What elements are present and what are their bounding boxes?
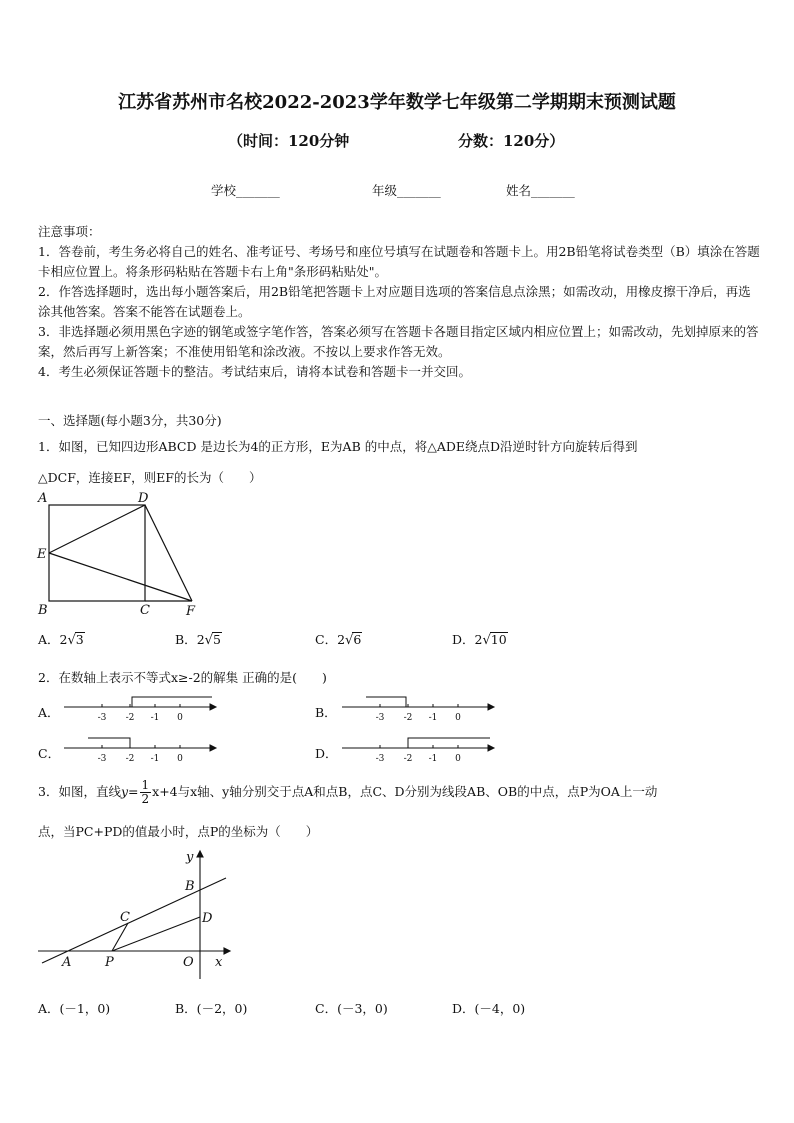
square-abcd	[49, 505, 145, 601]
q3-option-d[interactable]: D．(－4，0)	[452, 1001, 526, 1016]
svg-text:0: 0	[455, 754, 461, 764]
svg-text:-3: -3	[97, 754, 107, 764]
label-p: P	[105, 955, 114, 970]
q3-coordinate-figure	[34, 845, 244, 985]
label-f: F	[186, 604, 196, 619]
q1-text-line1: 1．如图，已知四边形ABCD 是边长为4的正方形，E为AB 的中点，将△ADE绕点D沿逆时针方向旋转后得到	[38, 439, 638, 454]
section-heading: 一、选择题(每小题3分，共30分)	[38, 413, 222, 428]
q3-text-line1: 3．如图，直线y= $\frac{1}{2}$ x+4与x轴、y轴分别交于点A和点B，点C、D分别为线段AB、OB的中点，点P为OA上一动	[38, 778, 658, 806]
label-o: O	[183, 955, 194, 970]
q2-number-line-a	[60, 692, 220, 726]
q2-number-line-d	[338, 733, 498, 767]
svg-text:-3: -3	[375, 713, 385, 723]
svg-text:-1: -1	[150, 754, 160, 764]
svg-text:0: 0	[177, 713, 183, 723]
label-b: B	[185, 879, 195, 894]
notice-heading: 注意事项：	[38, 224, 101, 239]
svg-text:-1: -1	[150, 713, 160, 723]
svg-text:-1: -1	[428, 754, 438, 764]
segment-df	[145, 505, 192, 601]
svg-text:-1: -1	[428, 713, 438, 723]
label-b: B	[38, 603, 48, 618]
radical-icon: √	[67, 633, 76, 648]
q1-option-d[interactable]: D．2√10	[452, 632, 507, 648]
segment-ef	[49, 553, 192, 601]
notice-item: 2．作答选择题时，选出每小题答案后，用2B铅笔把答题卡上对应题目选项的答案信息点涂黑；如需改动，用橡皮擦干净后，再选涂其他答案。答案不能答在试题卷上。	[38, 284, 751, 319]
label-y: y	[186, 850, 194, 865]
school-field: 学校_______	[211, 183, 280, 198]
name-field: 姓名_______	[506, 183, 575, 198]
q2-option-b-label[interactable]: B．	[315, 705, 337, 720]
label-c: C	[140, 603, 150, 618]
fraction-one-half: $\frac{1}{2}$	[141, 778, 150, 806]
q3-option-c[interactable]: C．(－3，0)	[315, 1001, 388, 1016]
label-d: D	[138, 491, 149, 506]
svg-text:-2: -2	[403, 754, 413, 764]
q3-option-a[interactable]: A．(－1，0)	[38, 1001, 111, 1016]
q1-option-a[interactable]: A．2√3	[38, 632, 84, 648]
notice-item: 3．非选择题必须用黑色字迹的钢笔或签字笔作答，答案必须写在答题卡各题目指定区域内相应位置上；如需改动，先划掉原来的答案，然后再写上新答案；不准使用铅笔和涂改液。不按以上要求作答无效。	[38, 324, 759, 359]
segment-ed	[49, 505, 145, 553]
svg-text:-2: -2	[125, 754, 135, 764]
radical-icon: √	[482, 633, 491, 648]
radical-icon: √	[345, 633, 354, 648]
exam-time: （时间：120分钟	[228, 132, 350, 150]
line-ab	[42, 878, 226, 963]
q2-option-c-label[interactable]: C．	[38, 746, 61, 761]
q2-number-line-b	[338, 692, 498, 726]
q1-option-c[interactable]: C．2√6	[315, 632, 362, 648]
q2-number-line-c	[60, 733, 220, 767]
q2-text: 2．在数轴上表示不等式x≥-2的解集 正确的是( )	[38, 670, 327, 685]
notice-item: 1．答卷前，考生务必将自己的姓名、准考证号、考场号和座位号填写在试题卷和答题卡上。用2B铅笔将试卷类型（B）填涂在答题卡相应位置上。将条形码粘贴在答题卡右上角"条形码粘贴处"。	[38, 244, 760, 279]
label-c: C	[120, 910, 130, 925]
q1-square-figure	[30, 488, 210, 620]
q2-option-a-label[interactable]: A．	[38, 705, 60, 720]
q1-option-b[interactable]: B．2√5	[175, 632, 221, 648]
label-a: A	[38, 491, 48, 506]
q3-text-line2: 点，当PC+PD的值最小时，点P的坐标为（ ）	[38, 824, 319, 839]
q3-option-b[interactable]: B．(－2，0)	[175, 1001, 248, 1016]
svg-text:-3: -3	[375, 754, 385, 764]
svg-text:0: 0	[177, 754, 183, 764]
svg-text:-2: -2	[125, 713, 135, 723]
notice-item: 4．考生必须保证答题卡的整洁。考试结束后，请将本试卷和答题卡一并交回。	[38, 364, 471, 379]
label-x: x	[215, 955, 223, 970]
label-e: E	[37, 547, 47, 562]
q1-text-line2: △DCF，连接EF，则EF的长为（ ）	[38, 470, 262, 485]
exam-score: 分数：120分）	[458, 132, 565, 150]
svg-text:0: 0	[455, 713, 461, 723]
svg-text:-3: -3	[97, 713, 107, 723]
label-a: A	[62, 955, 72, 970]
notice-block	[38, 222, 760, 382]
exam-title: 江苏省苏州市名校2022-2023学年数学七年级第二学期期末预测试题	[118, 92, 676, 113]
label-d: D	[202, 911, 213, 926]
grade-field: 年级_______	[372, 183, 441, 198]
q2-option-d-label[interactable]: D．	[315, 746, 338, 761]
radical-icon: √	[204, 633, 213, 648]
svg-text:-2: -2	[403, 713, 413, 723]
